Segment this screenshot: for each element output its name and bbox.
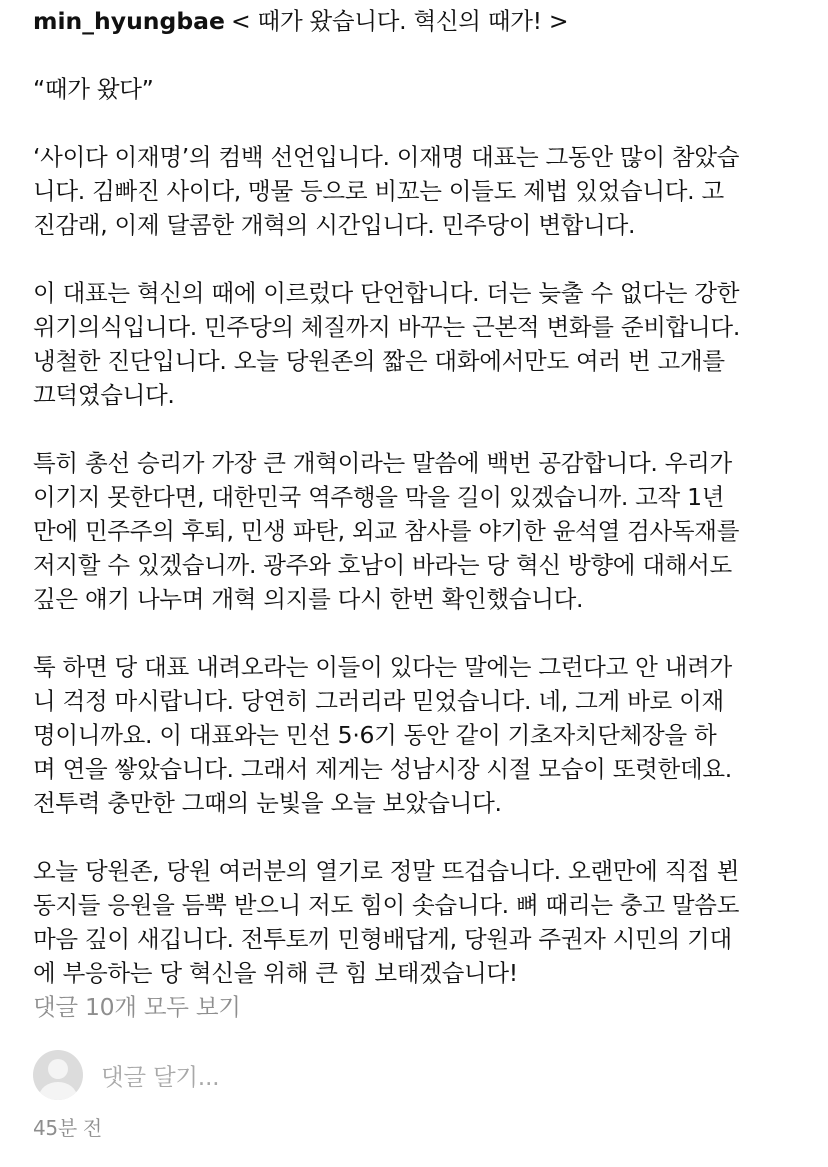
caption-header [33, 4, 813, 38]
paragraph-1 [33, 140, 813, 242]
paragraph-4 [33, 650, 813, 820]
spacer [33, 242, 813, 276]
paragraph-line: ‘사이다 이재명’의 컴백 선언입니다. 이재명 대표는 그동안 많이 참았습 [33, 143, 740, 171]
spacer [33, 820, 813, 854]
paragraph-line: 진감래, 이제 달콤한 개혁의 시간입니다. 민주당이 변합니다. [33, 211, 636, 239]
avatar-shoulders-shape [39, 1082, 77, 1100]
paragraph-line: 저지할 수 있겠습니까. 광주와 호남이 바라는 당 혁신 방향에 대해서도 [33, 551, 732, 579]
post-timestamp: 45분 전 [33, 1116, 102, 1140]
add-comment-row[interactable] [33, 1049, 219, 1101]
paragraph-line: 깊은 얘기 나누며 개혁 의지를 다시 한번 확인했습니다. [33, 585, 584, 613]
paragraph-line: 며 연을 쌓았습니다. 그래서 제게는 성남시장 시절 모습이 또렷한데요. [33, 755, 732, 783]
paragraph-line: 니 걱정 마시랍니다. 당연히 그러리라 믿었습니다. 네, 그게 바로 이재 [33, 687, 724, 715]
spacer [33, 412, 813, 446]
spacer [33, 38, 813, 72]
comment-input[interactable]: 댓글 달기... [101, 1063, 220, 1091]
paragraph-line: 에 부응하는 당 혁신을 위해 큰 힘 보태겠습니다! [33, 959, 518, 987]
spacer [33, 616, 813, 650]
paragraph-line: 끄덕였습니다. [33, 381, 175, 409]
paragraph-line: 특히 총선 승리가 가장 큰 개혁이라는 말씀에 백번 공감합니다. 우리가 [33, 449, 732, 477]
default-avatar-icon [33, 1050, 83, 1100]
paragraph-line: 동지들 응원을 듬뿍 받으니 저도 힘이 솟습니다. 뼈 때리는 충고 말씀도 [33, 891, 740, 919]
paragraph-line: 위기의식입니다. 민주당의 체질까지 바꾸는 근본적 변화를 준비합니다. [33, 313, 740, 341]
paragraph-5 [33, 854, 813, 990]
paragraph-3 [33, 446, 813, 616]
paragraph-line: 오늘 당원존, 당원 여러분의 열기로 정말 뜨겁습니다. 오랜만에 직접 뵌 [33, 857, 740, 885]
paragraph-line: 명이니까요. 이 대표와는 민선 5·6기 동안 같이 기초자치단체장을 하 [33, 721, 717, 749]
paragraph-line: 전투력 충만한 그때의 눈빛을 오늘 보았습니다. [33, 789, 502, 817]
post-username[interactable]: min_hyungbae [33, 7, 225, 35]
post-caption [33, 4, 813, 990]
paragraph-line: 만에 민주주의 후퇴, 민생 파탄, 외교 참사를 야기한 윤석열 검사독재를 [33, 517, 740, 545]
paragraph-line: 마음 깊이 새깁니다. 전투토끼 민형배답게, 당원과 주권자 시민의 기대 [33, 925, 732, 953]
spacer [33, 106, 813, 140]
post-quote: “때가 왔다” [33, 75, 154, 103]
avatar-head-shape [48, 1059, 68, 1079]
post-title: < 때가 왔습니다. 혁신의 때가! > [230, 7, 569, 35]
paragraph-line: 냉철한 진단입니다. 오늘 당원존의 짧은 대화에서만도 여러 번 고개를 [33, 347, 725, 375]
paragraph-line: 툭 하면 당 대표 내려오라는 이들이 있다는 말에는 그런다고 안 내려가 [33, 653, 732, 681]
paragraph-line: 이기지 못한다면, 대한민국 역주행을 막을 길이 있겠습니까. 고작 1년 [33, 483, 725, 511]
paragraph-2 [33, 276, 813, 412]
paragraph-line: 이 대표는 혁신의 때에 이르렀다 단언합니다. 더는 늦출 수 없다는 강한 [33, 279, 740, 307]
view-all-comments-link[interactable]: 댓글 10개 모두 보기 [33, 993, 241, 1021]
paragraph-line: 니다. 김빠진 사이다, 맹물 등으로 비꼬는 이들도 제법 있었습니다. 고 [33, 177, 724, 205]
